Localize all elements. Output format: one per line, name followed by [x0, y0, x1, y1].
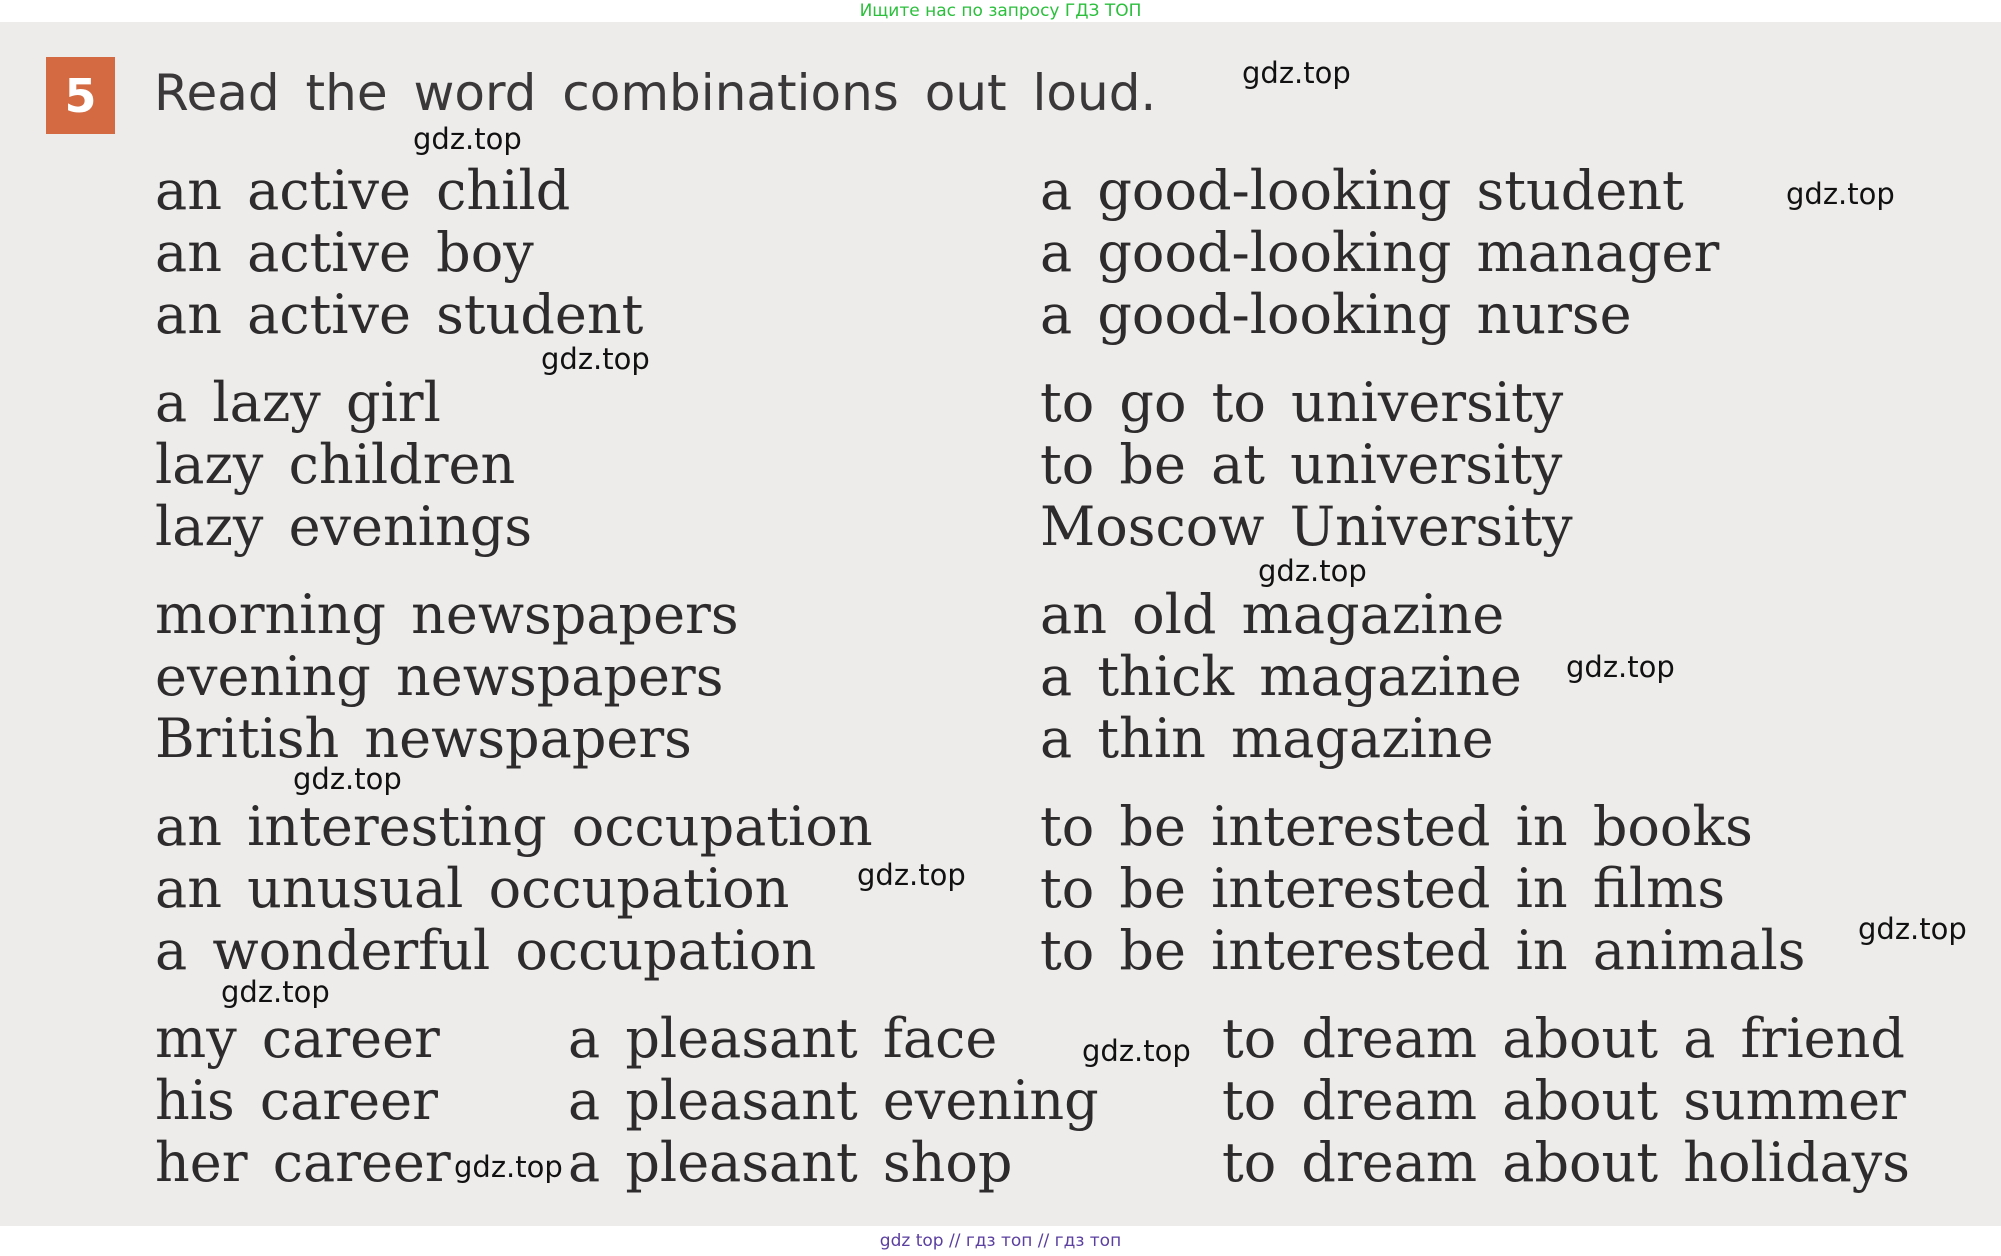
- phrase-col2-5: to be at university: [1040, 433, 1563, 496]
- phrase-col1-6: lazy evenings: [155, 495, 533, 558]
- phrase-col1-2: an active boy: [155, 221, 534, 284]
- phrase-col1-14: his career: [155, 1069, 438, 1132]
- phrase-col1-11: an unusual occupation: [155, 857, 790, 920]
- watermark: gdz.top: [454, 1150, 563, 1184]
- phrase-col2-12: to be interested in animals: [1040, 919, 1806, 982]
- watermark: gdz.top: [1566, 650, 1675, 684]
- exercise-number-badge: 5: [46, 57, 115, 134]
- phrase-col2-10: to be interested in books: [1040, 795, 1753, 858]
- bottom-link[interactable]: gdz top // гдз топ // гдз топ: [879, 1231, 1122, 1251]
- watermark: gdz.top: [857, 858, 966, 892]
- phrase-mid-1: a pleasant face: [568, 1007, 998, 1070]
- watermark: gdz.top: [1082, 1034, 1191, 1068]
- phrase-col1-7: morning newspapers: [155, 583, 739, 646]
- phrase-col2-3: a good-looking nurse: [1040, 283, 1632, 346]
- watermark: gdz.top: [221, 975, 330, 1009]
- phrase-mid-3: a pleasant shop: [568, 1131, 1013, 1194]
- phrase-col2-7: an old magazine: [1040, 583, 1505, 646]
- exercise-instruction: Read the word combinations out loud.: [154, 64, 1157, 122]
- phrase-col2-9: a thin magazine: [1040, 707, 1494, 770]
- phrase-col2-4: to go to university: [1040, 371, 1564, 434]
- phrase-col1-8: evening newspapers: [155, 645, 724, 708]
- watermark: gdz.top: [413, 122, 522, 156]
- watermark: gdz.top: [1242, 56, 1351, 90]
- watermark: gdz.top: [293, 762, 402, 796]
- phrase-col1-3: an active student: [155, 283, 644, 346]
- phrase-col3-3: to dream about holidays: [1222, 1131, 1911, 1194]
- phrase-col1-4: a lazy girl: [155, 371, 441, 434]
- phrase-col3-2: to dream about summer: [1222, 1069, 1906, 1132]
- phrase-col1-9: British newspapers: [155, 707, 692, 770]
- phrase-col2-1: a good-looking student: [1040, 159, 1684, 222]
- watermark: gdz.top: [1258, 554, 1367, 588]
- phrase-col2-6: Moscow University: [1040, 495, 1573, 558]
- watermark: gdz.top: [541, 342, 650, 376]
- top-search-link[interactable]: Ищите нас по запросу ГДЗ ТОП: [859, 1, 1142, 21]
- phrase-col3-1: to dream about a friend: [1222, 1007, 1905, 1070]
- watermark: gdz.top: [1858, 912, 1967, 946]
- phrase-col1-12: a wonderful occupation: [155, 919, 817, 982]
- phrase-mid-2: a pleasant evening: [568, 1069, 1099, 1132]
- phrase-col2-2: a good-looking manager: [1040, 221, 1720, 284]
- phrase-col2-8: a thick magazine: [1040, 645, 1522, 708]
- phrase-col1-1: an active child: [155, 159, 571, 222]
- phrase-col1-15: her career: [155, 1131, 451, 1194]
- phrase-col1-5: lazy children: [155, 433, 516, 496]
- phrase-col1-10: an interesting occupation: [155, 795, 873, 858]
- phrase-col2-11: to be interested in films: [1040, 857, 1726, 920]
- watermark: gdz.top: [1786, 177, 1895, 211]
- phrase-col1-13: my career: [155, 1007, 440, 1070]
